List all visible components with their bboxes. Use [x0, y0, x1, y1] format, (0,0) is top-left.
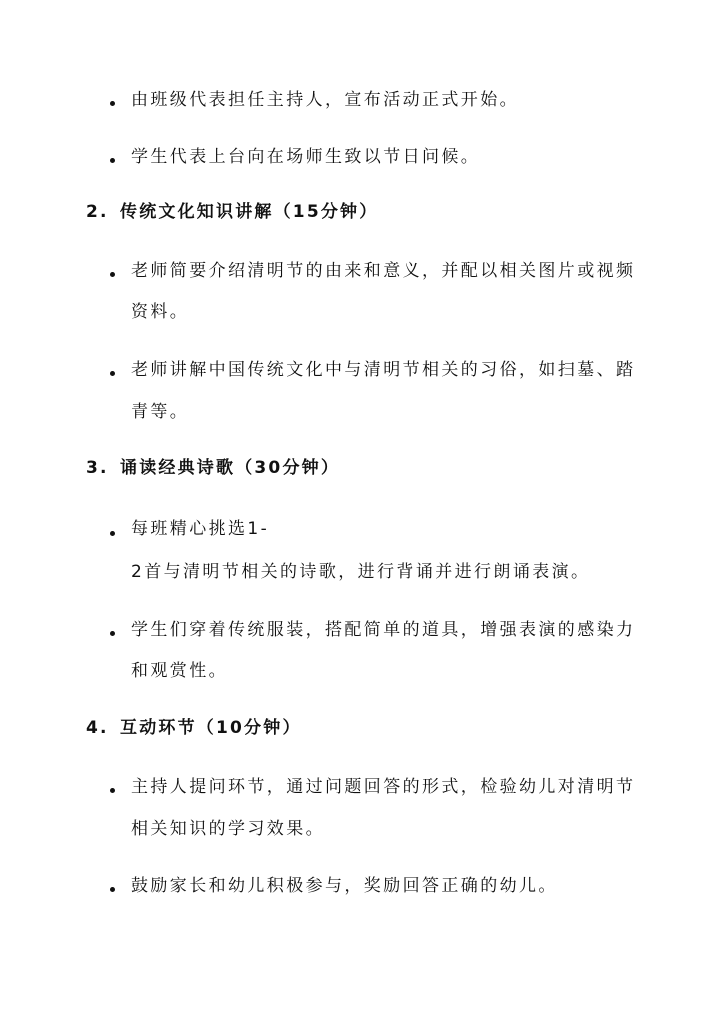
- bullet-dot: [110, 158, 115, 163]
- bullet-text: 每班精心挑选1-: [131, 519, 270, 539]
- section-title: 传统文化知识讲解（15分钟）: [120, 202, 379, 222]
- section-title: 互动环节（10分钟）: [120, 718, 302, 738]
- bullet-text-continuation: 相关知识的学习效果。: [131, 819, 325, 839]
- bullet-dot: [110, 631, 115, 636]
- bullet-text: 主持人提问环节，通过问题回答的形式，检验幼儿对清明节: [131, 777, 636, 797]
- bullet-dot: [110, 371, 115, 376]
- bullet-text: 由班级代表担任主持人，宣布活动正式开始。: [131, 90, 519, 110]
- bullet-text: 老师讲解中国传统文化中与清明节相关的习俗，如扫墓、踏: [131, 360, 636, 380]
- bullet-text-continuation: 青等。: [131, 402, 190, 422]
- section-heading: [86, 718, 302, 738]
- section-number: 3.: [86, 458, 109, 478]
- bullet-text-continuation: 和观赏性。: [131, 661, 228, 681]
- bullet-dot: [110, 101, 115, 106]
- bullet-text-continuation: 资料。: [131, 302, 190, 322]
- bullet-dot: [110, 788, 115, 793]
- bullet-dot: [110, 531, 115, 536]
- bullet-text: 学生代表上台向在场师生致以节日问候。: [131, 147, 481, 167]
- bullet-dot: [110, 887, 115, 892]
- bullet-text-continuation: 2首与清明节相关的诗歌，进行背诵并进行朗诵表演。: [131, 562, 591, 582]
- bullet-text: 老师简要介绍清明节的由来和意义，并配以相关图片或视频: [131, 261, 636, 281]
- section-heading: [86, 202, 378, 222]
- section-title: 诵读经典诗歌（30分钟）: [120, 458, 341, 478]
- section-number: 2.: [86, 202, 109, 222]
- section-number: 4.: [86, 718, 109, 738]
- bullet-text: 学生们穿着传统服装，搭配简单的道具，增强表演的感染力: [131, 620, 636, 640]
- section-heading: [86, 458, 340, 478]
- bullet-dot: [110, 272, 115, 277]
- bullet-text: 鼓励家长和幼儿积极参与，奖励回答正确的幼儿。: [131, 876, 558, 896]
